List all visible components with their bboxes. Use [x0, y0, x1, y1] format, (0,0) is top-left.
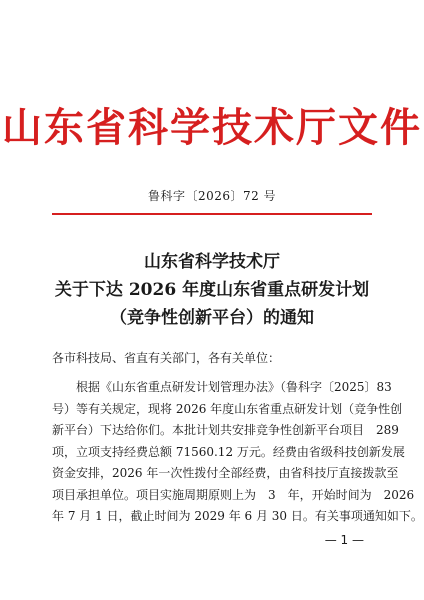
body-line: 年 7 月 1 日，截止时间为 2029 年 6 月 30 日。有关事项通知如下。 [52, 509, 423, 523]
title-line: （竞争性创新平台）的通知 [110, 308, 314, 328]
body-line: 新平台）下达给你们。本批计划共安排竞争性创新平台项目 289 [52, 423, 399, 437]
document-masthead: 山东省科学技术厅文件 [2, 104, 422, 151]
body-line: 号）等有关规定，现将 2026 年度山东省重点研发计划（竞争性创 [52, 401, 403, 416]
body-line: 项，立项支持经费总额 71560.12 万元。经费由省级科技创新发展 [52, 444, 405, 459]
salutation: 各市科技局、省直有关部门，各有关单位： [52, 351, 281, 365]
body-line: 根据《山东省重点研发计划管理办法》（鲁科字〔2025〕83 [76, 380, 392, 394]
title-line: 山东省科学技术厅 [144, 252, 280, 272]
red-divider-line [52, 213, 372, 215]
page-number: — 1 — [324, 533, 364, 547]
document-number: 鲁科字〔2026〕72 号 [147, 189, 277, 203]
body-line: 项目承担单位。项目实施周期原则上为 3 年，开始时间为 2026 [52, 487, 415, 502]
body-line: 资金安排，2026 年一次性拨付全部经费，由省科技厅直接拨款至 [52, 466, 399, 480]
document-title [0, 248, 424, 332]
body-paragraph [52, 377, 423, 528]
title-line: 关于下达 2026 年度山东省重点研发计划 [54, 280, 370, 300]
